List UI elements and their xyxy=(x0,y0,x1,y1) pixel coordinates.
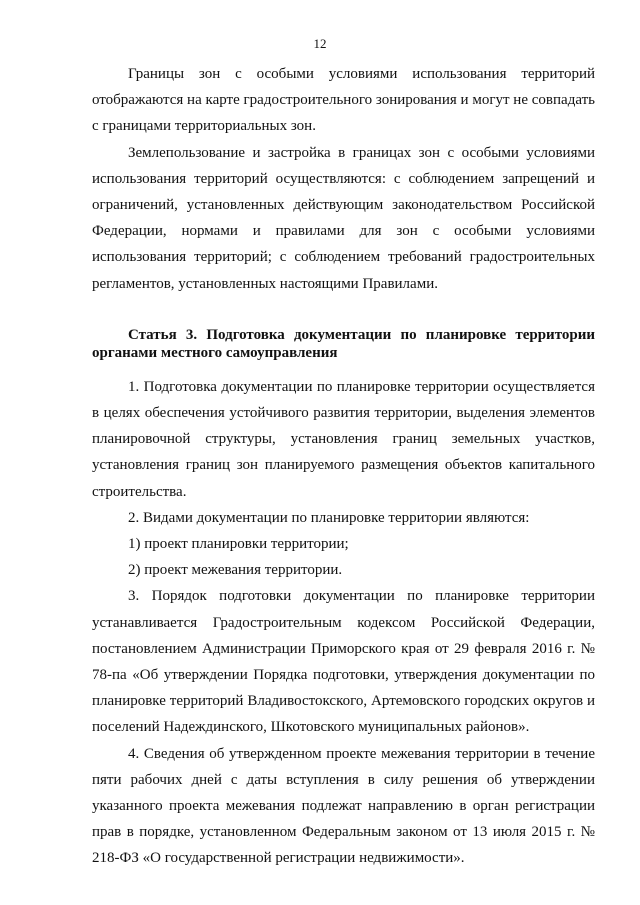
page-number: 12 xyxy=(313,36,327,51)
document-body xyxy=(92,61,595,872)
article-3-point-3: 3. Порядок подготовки документации по планировке территории устанавливается Градостроительным кодексом Российской Федерации, постановлением Администрации Приморского края от 29 февраля 2016 г. № 78-па «Об утверждении Порядка подготовки, утверждения документации по планировке территорий Владивостокского, Артемовского городских округов и поселений Надеждинского, Шкотовского муниципальных районов». xyxy=(92,588,595,736)
article-3-point-2-item-2: 2) проект межевания территории. xyxy=(128,562,343,579)
article-3-point-1: 1. Подготовка документации по планировке территории осуществляется в целях обеспечения устойчивого развития территории, выделения элементов планировочной структуры, установления границ земельных участков, установления границ зон планируемого размещения объектов капитального строительства. xyxy=(92,378,595,500)
article-3-heading: Статья 3. Подготовка документации по планировке территории органами местного самоуправления xyxy=(92,326,595,361)
article-3-point-2-item-1: 1) проект планировки территории; xyxy=(128,536,349,553)
article-3-point-4: 4. Сведения об утвержденном проекте межевания территории в течение пяти рабочих дней с даты вступления в силу решения об утверждении указанного проекта межевания подлежат направлению в орган регистрации прав в порядке, установленном Федеральным законом от 13 июля 2015 г. № 218-ФЗ «О государственной регистрации недвижимости». xyxy=(92,745,595,867)
article-3-point-2: 2. Видами документации по планировке территории являются: xyxy=(128,509,530,526)
intro-paragraph-zone-boundaries: Границы зон с особыми условиями использования территорий отображаются на карте градостроительного зонирования и могут не совпадать с границами территориальных зон. xyxy=(92,66,595,135)
intro-paragraph-land-use: Землепользование и застройка в границах зон с особыми условиями использования территорий осуществляются: с соблюдением запрещений и ограничений, установленных действующим законодательством Российской Федерации, нормами и правилами для зон с особыми условиями использования территорий; с соблюдением требований градостроительных регламентов, установленных настоящими Правилами. xyxy=(92,144,595,292)
